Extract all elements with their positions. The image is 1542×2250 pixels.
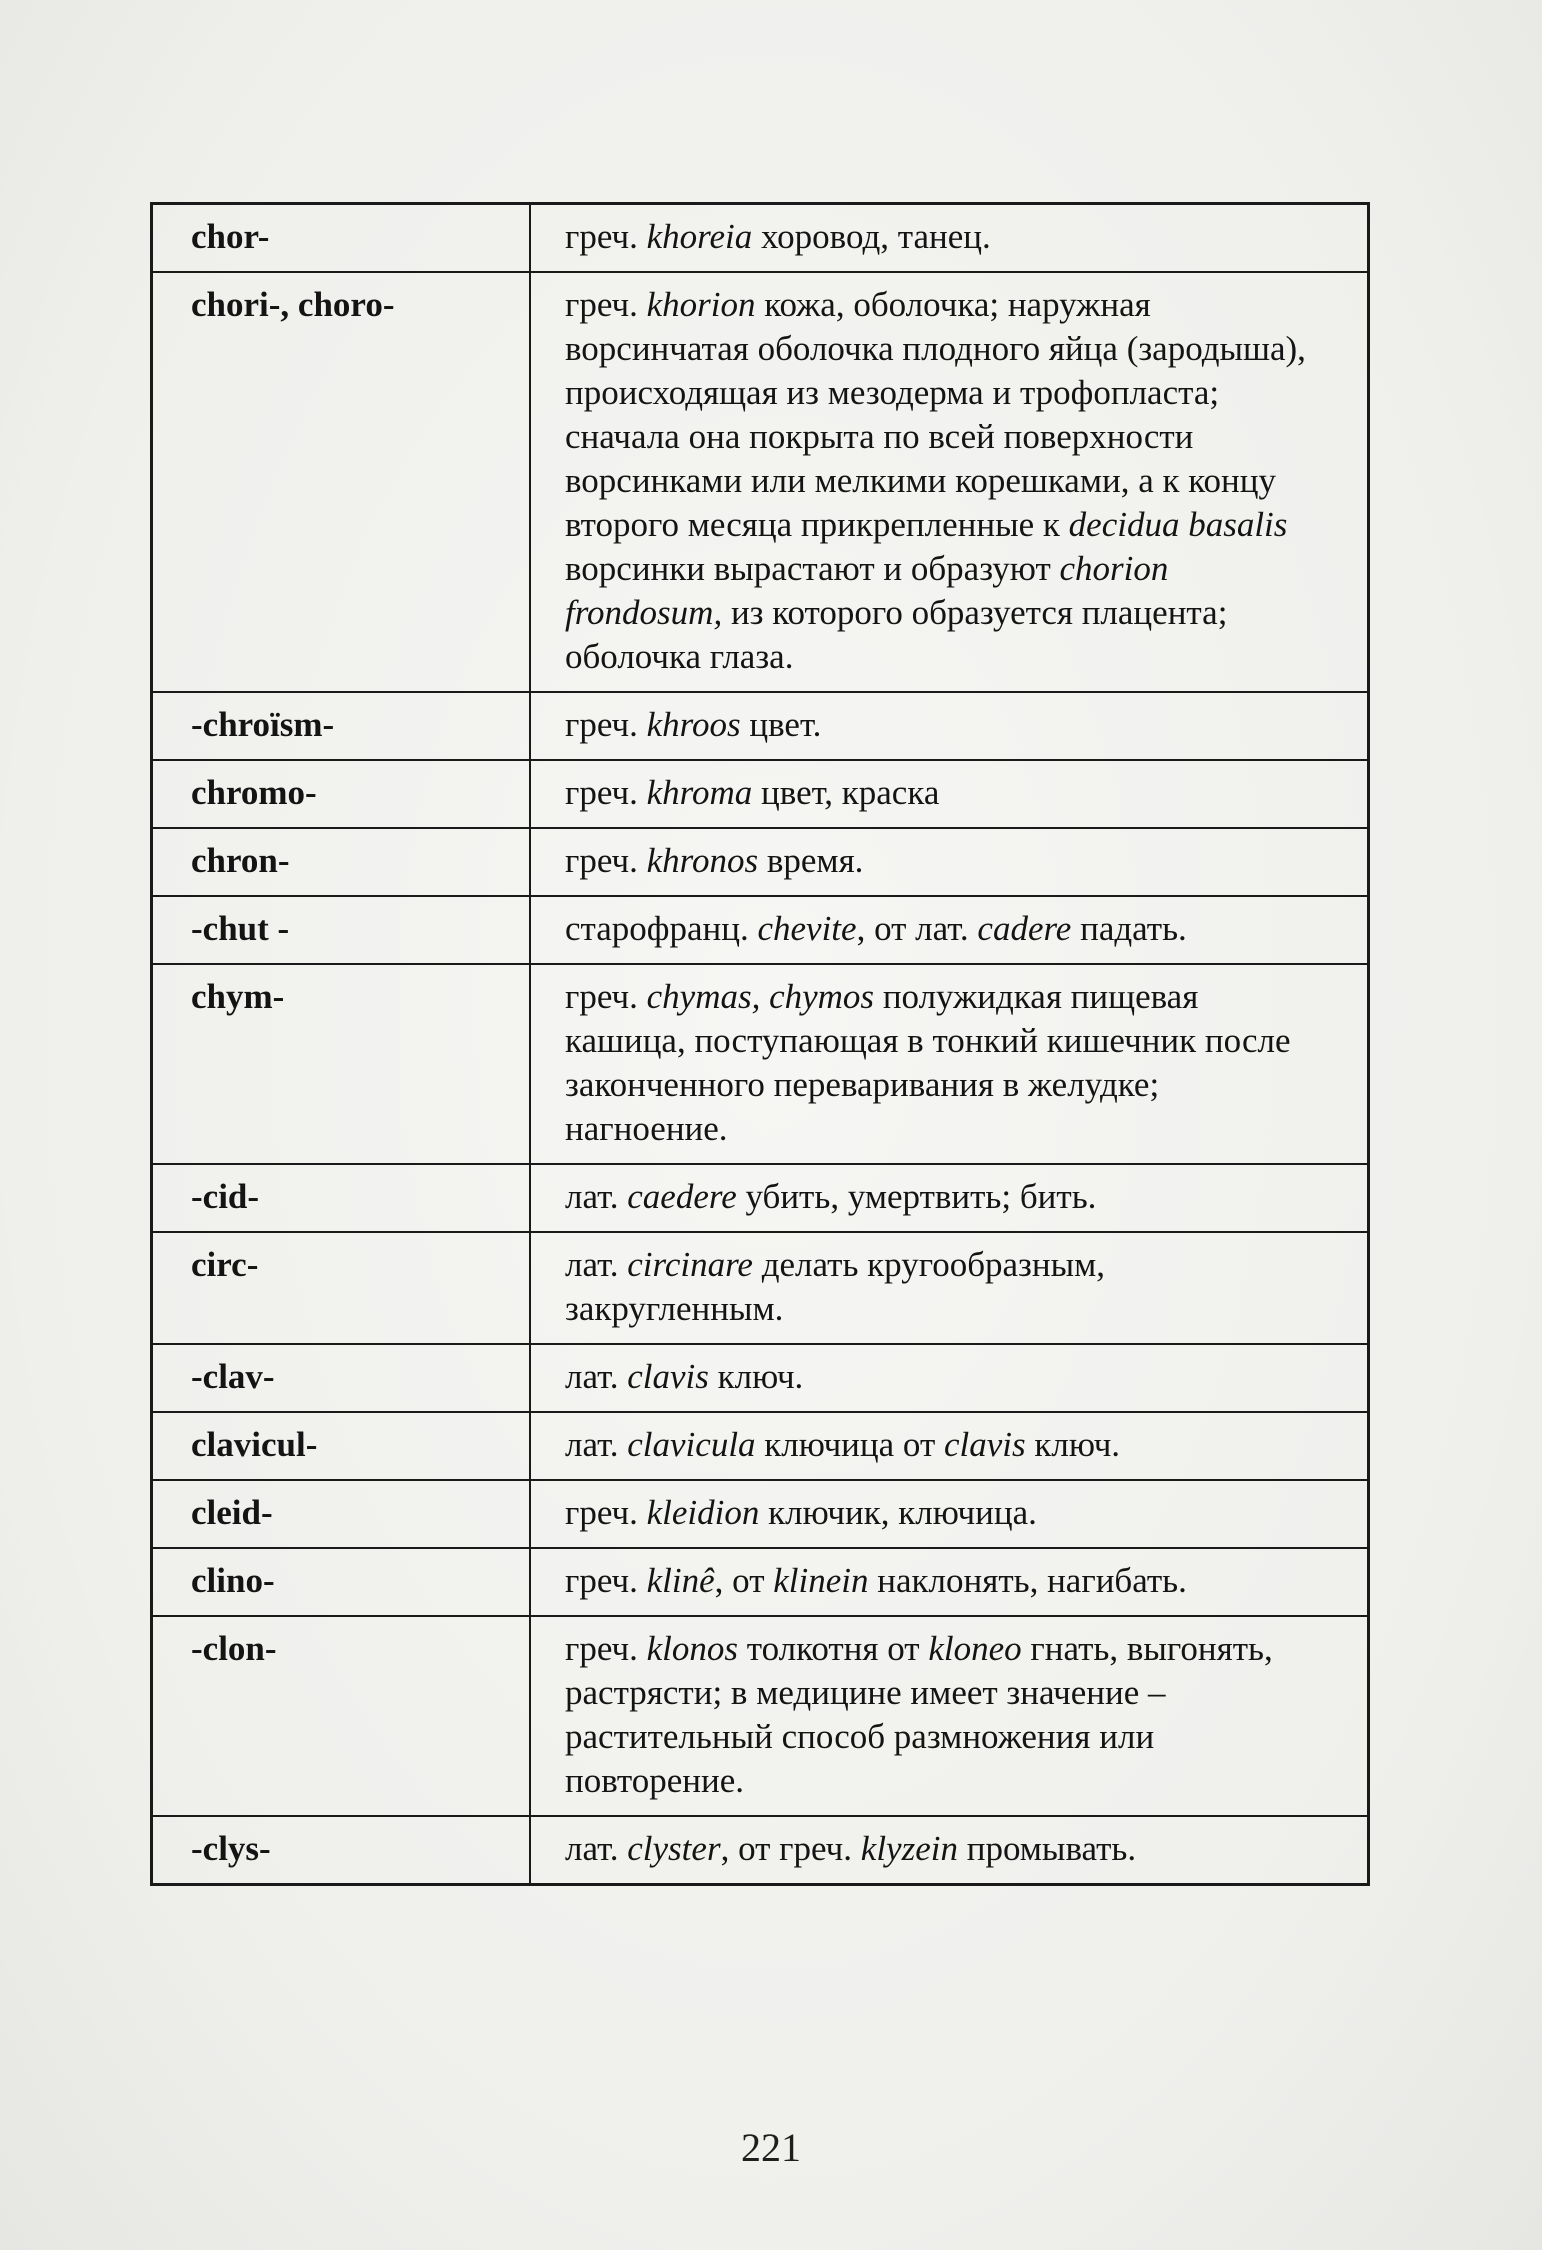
entry-term: chym- <box>152 964 531 1164</box>
definition-italic-term: clavicula <box>627 1425 756 1464</box>
page-number: 221 <box>741 2125 801 2170</box>
entry-definition <box>530 204 1369 273</box>
entry-definition <box>530 1232 1369 1344</box>
glossary-table <box>150 202 1370 1886</box>
definition-italic-term: chymas, chymos <box>646 977 875 1016</box>
table-row <box>152 272 1369 692</box>
entry-definition <box>530 760 1369 828</box>
entry-term: chromo- <box>152 760 531 828</box>
entry-term: -chut - <box>152 896 531 964</box>
entry-definition <box>530 828 1369 896</box>
definition-text: падать. <box>1071 909 1187 948</box>
definition-text: греч. <box>565 1561 647 1600</box>
definition-italic-term: klinê <box>646 1561 715 1600</box>
table-row <box>152 204 1369 273</box>
entry-definition <box>530 1480 1369 1548</box>
entry-definition <box>530 272 1369 692</box>
definition-italic-term: khronos <box>646 841 759 880</box>
definition-italic-term: khorion <box>646 285 756 324</box>
definition-text: промывать. <box>957 1829 1137 1868</box>
entry-definition <box>530 896 1369 964</box>
entry-definition <box>530 964 1369 1164</box>
definition-text: толкотня от <box>738 1629 929 1668</box>
glossary-rows <box>152 204 1369 1885</box>
definition-italic-term: clavis <box>627 1357 709 1396</box>
definition-text: греч. <box>565 705 647 744</box>
definition-italic-term: kleidion <box>646 1493 760 1532</box>
definition-italic-term: circinare <box>627 1245 753 1284</box>
definition-text: , от греч. <box>720 1829 861 1868</box>
definition-text: цвет, краска <box>752 773 940 812</box>
definition-italic-term: kloneo <box>928 1629 1022 1668</box>
definition-text: греч. <box>565 1493 647 1532</box>
definition-text: , от лат. <box>856 909 978 948</box>
definition-text: полужидкая пищевая кашица, поступающая в тонкий кишечник после законченного переваривания в желудке; нагноение. <box>565 977 1291 1148</box>
entry-term: -chroïsm- <box>152 692 531 760</box>
table-row <box>152 964 1369 1164</box>
definition-italic-term: khroma <box>646 773 753 812</box>
definition-italic-term: chorion frondosum, <box>565 549 1169 632</box>
definition-text: греч. <box>565 977 647 1016</box>
entry-term: -clon- <box>152 1616 531 1816</box>
definition-text: кожа, оболочка; наружная ворсинчатая оболочка плодного яйца (зародыша), происходящая из мезодерма и трофопласта; сначала она покрыта по всей поверхности ворсинками или мелкими корешками, а к концу второго месяца прикрепленные к <box>565 285 1306 544</box>
table-row <box>152 1816 1369 1885</box>
definition-text: , от <box>714 1561 774 1600</box>
table-row <box>152 1164 1369 1232</box>
definition-text: наклонять, нагибать. <box>868 1561 1187 1600</box>
definition-text: греч. <box>565 773 647 812</box>
definition-italic-term: clavis <box>944 1425 1026 1464</box>
definition-text: убить, умертвить; бить. <box>736 1177 1097 1216</box>
entry-definition <box>530 1616 1369 1816</box>
table-row <box>152 1480 1369 1548</box>
definition-text: делать кругообразным, закругленным. <box>565 1245 1106 1328</box>
entry-definition <box>530 1548 1369 1616</box>
entry-definition <box>530 1816 1369 1885</box>
entry-term: -clav- <box>152 1344 531 1412</box>
definition-italic-term: clyster <box>627 1829 721 1868</box>
definition-italic-term: klinein <box>773 1561 869 1600</box>
table-row <box>152 1616 1369 1816</box>
definition-text: хоровод, танец. <box>752 217 991 256</box>
entry-term: clino- <box>152 1548 531 1616</box>
definition-italic-term: klonos <box>646 1629 739 1668</box>
definition-text: лат. <box>565 1177 628 1216</box>
definition-text: греч. <box>565 1629 647 1668</box>
definition-text: из которого образуется плацента; оболочка глаза. <box>565 593 1228 676</box>
definition-text: лат. <box>565 1357 628 1396</box>
definition-italic-term: chevite <box>757 909 857 948</box>
table-row <box>152 1232 1369 1344</box>
entry-term: cleid- <box>152 1480 531 1548</box>
definition-italic-term: cadere <box>977 909 1072 948</box>
entry-term: chori-, choro- <box>152 272 531 692</box>
table-row <box>152 1412 1369 1480</box>
definition-italic-term: khoreia <box>646 217 753 256</box>
definition-text: греч. <box>565 285 647 324</box>
table-row <box>152 760 1369 828</box>
definition-text: греч. <box>565 217 647 256</box>
definition-text: ключ. <box>708 1357 804 1396</box>
definition-text: лат. <box>565 1425 628 1464</box>
definition-italic-term: decidua basalis <box>1068 505 1288 544</box>
entry-term: chor- <box>152 204 531 273</box>
definition-text: ключ. <box>1025 1425 1121 1464</box>
table-row <box>152 1344 1369 1412</box>
entry-definition <box>530 1412 1369 1480</box>
entry-term: clavicul- <box>152 1412 531 1480</box>
entry-definition <box>530 1164 1369 1232</box>
definition-text: цвет. <box>740 705 822 744</box>
definition-italic-term: caedere <box>627 1177 737 1216</box>
definition-text: лат. <box>565 1245 628 1284</box>
entry-term: chron- <box>152 828 531 896</box>
definition-text: время. <box>758 841 864 880</box>
entry-term: -cid- <box>152 1164 531 1232</box>
definition-text: старофранц. <box>565 909 758 948</box>
table-row <box>152 896 1369 964</box>
entry-term: circ- <box>152 1232 531 1344</box>
table-row <box>152 692 1369 760</box>
entry-definition <box>530 1344 1369 1412</box>
definition-text: гнать, выгонять, растрясти; в медицине имеет значение – растительный способ размножения или повторение. <box>565 1629 1273 1800</box>
definition-text: ключик, ключица. <box>759 1493 1037 1532</box>
entry-term: -clys- <box>152 1816 531 1885</box>
definition-text: лат. <box>565 1829 628 1868</box>
definition-text: ключица от <box>755 1425 945 1464</box>
definition-text: ворсинки вырастают и образуют <box>565 549 1060 588</box>
definition-text: греч. <box>565 841 647 880</box>
table-row <box>152 828 1369 896</box>
definition-italic-term: klyzein <box>860 1829 958 1868</box>
definition-italic-term: khroos <box>646 705 741 744</box>
entry-definition <box>530 692 1369 760</box>
table-row <box>152 1548 1369 1616</box>
